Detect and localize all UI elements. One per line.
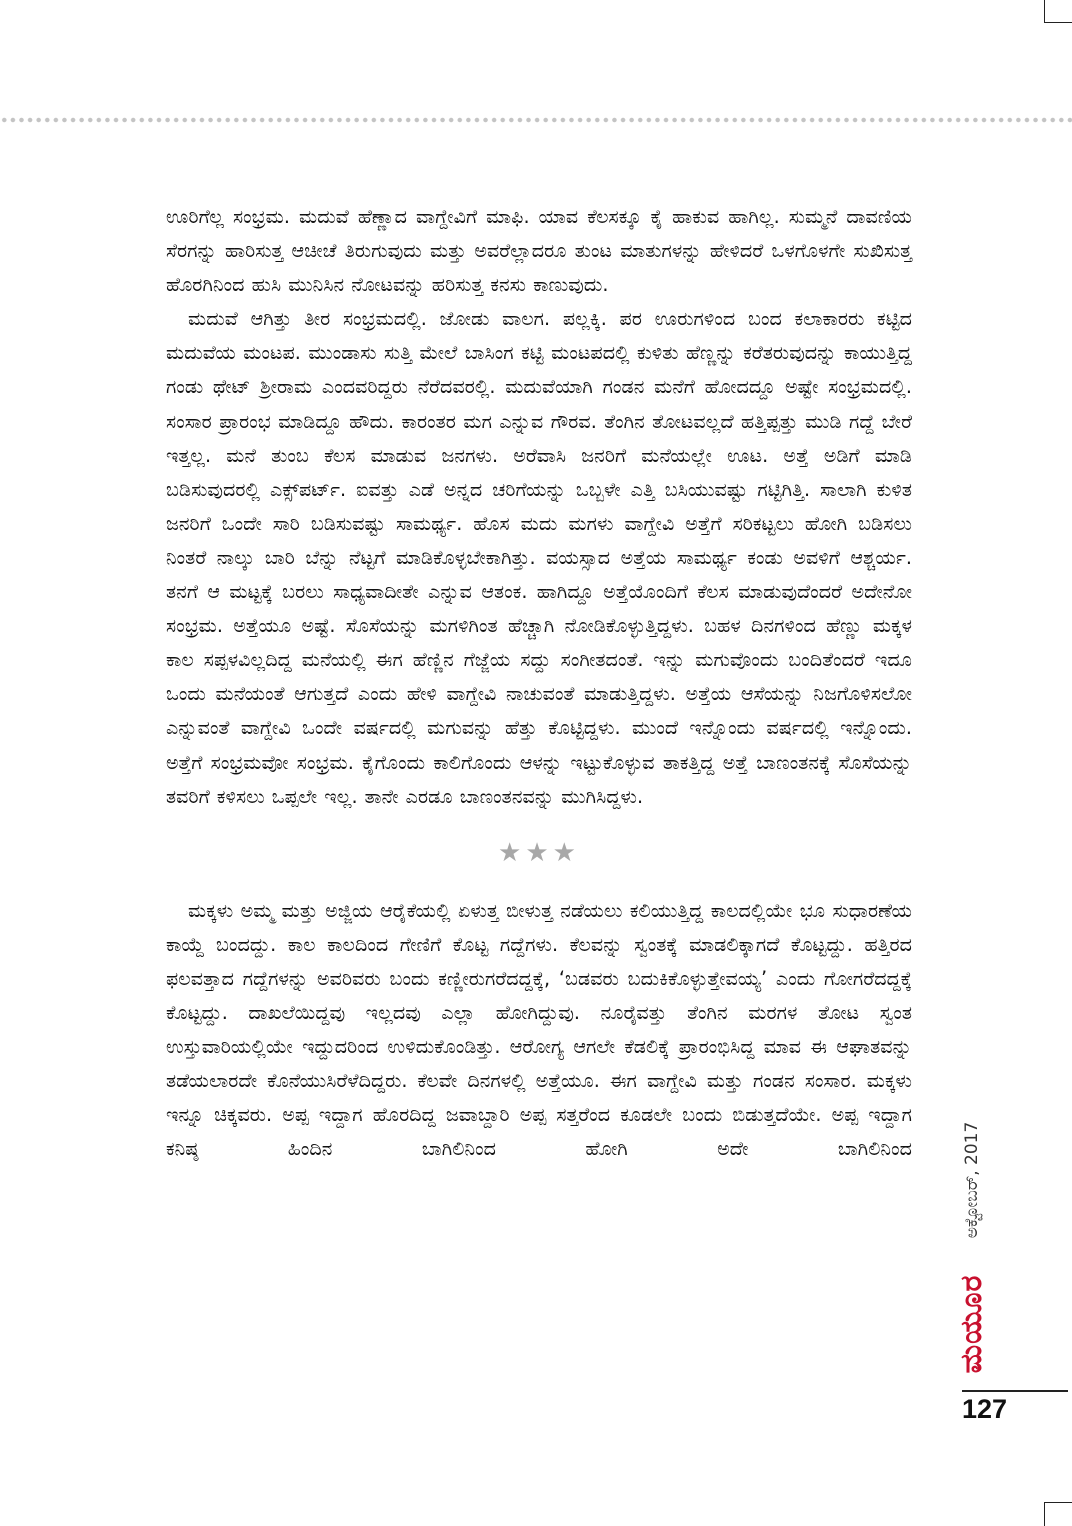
crop-mark-top-right xyxy=(1044,0,1072,23)
issue-date: ಅಕ್ಟೋಬರ್, 2017 xyxy=(962,1121,982,1239)
paragraph-2: ಮದುವೆ ಆಗಿತ್ತು ತೀರ ಸಂಭ್ರಮದಲ್ಲಿ. ಜೋಡು ವಾಲಗ. ಪಲ್ಲಕ್ಕಿ. ಪರ ಊರುಗಳಿಂದ ಬಂದ ಕಲಾಕಾರರು ಕಟ್ಟಿದ ಮದುವೆಯ ಮಂಟಪ. ಮುಂಡಾಸು ಸುತ್ತಿ ಮೇಲೆ ಬಾಸಿಂಗ ಕಟ್ಟಿ ಮಂಟಪದಲ್ಲಿ ಕುಳಿತು ಹೆಣ್ಣನ್ನು ಕರೆತರುವುದನ್ನು ಕಾಯುತ್ತಿದ್ದ ಗಂಡು ಥೇಟ್ ಶ್ರೀರಾಮ ಎಂದವರಿದ್ದರು ನೆರೆದವರಲ್ಲಿ. ಮದುವೆಯಾಗಿ ಗಂಡನ ಮನೆಗೆ ಹೋದದ್ದೂ ಅಷ್ಟೇ ಸಂಭ್ರಮದಲ್ಲಿ. ಸಂಸಾರ ಪ್ರಾರಂಭ ಮಾಡಿದ್ದೂ ಹೌದು. ಕಾರಂತರ ಮಗ ಎನ್ನುವ ಗೌರವ. ತೆಂಗಿನ ತೋಟವಲ್ಲದೆ ಹತ್ತಿಪ್ಪತ್ತು ಮುಡಿ ಗದ್ದೆ ಬೇರೆ ಇತ್ತಲ್ಲ. ಮನೆ ತುಂಬ ಕೆಲಸ ಮಾಡುವ ಜನಗಳು. ಅರೆವಾಸಿ ಜನರಿಗೆ ಮನೆಯಲ್ಲೇ ಊಟ. ಅತ್ತೆ ಅಡಿಗೆ ಮಾಡಿ ಬಡಿಸುವುದರಲ್ಲಿ ಎಕ್ಸ್‌ಪರ್ಟ್. ಐವತ್ತು ಎಡೆ ಅನ್ನದ ಚರಿಗೆಯನ್ನು ಒಬ್ಬಳೇ ಎತ್ತಿ ಬಸಿಯುವಷ್ಟು ಗಟ್ಟಿಗಿತ್ತಿ. ಸಾಲಾಗಿ ಕುಳಿತ ಜನರಿಗೆ ಒಂದೇ ಸಾರಿ ಬಡಿಸುವಷ್ಟು ಸಾಮರ್ಥ್ಯ. ಹೊಸ ಮದು ಮಗಳು ವಾಗ್ದೇವಿ ಅತ್ತೆಗೆ ಸರಿಕಟ್ಟಲು ಹೋಗಿ ಬಡಿಸಲು ನಿಂತರೆ ನಾಲ್ಕು ಬಾರಿ ಬೆನ್ನು ನೆಟ್ಟಗೆ ಮಾಡಿಕೊಳ್ಳಬೇಕಾಗಿತ್ತು. ವಯಸ್ಸಾದ ಅತ್ತೆಯ ಸಾಮರ್ಥ್ಯ ಕಂಡು ಅವಳಿಗೆ ಆಶ್ಚರ್ಯ. ತನಗೆ ಆ ಮಟ್ಟಕ್ಕೆ ಬರಲು ಸಾಧ್ಯವಾದೀತೇ ಎನ್ನುವ ಆತಂಕ. ಹಾಗಿದ್ದೂ ಅತ್ತೆಯೊಂದಿಗೆ ಕೆಲಸ ಮಾಡುವುದೆಂದರೆ ಅದೇನೋ ಸಂಭ್ರಮ. ಅತ್ತೆಯೂ ಅಷ್ಟೆ. ಸೊಸೆಯನ್ನು ಮಗಳಿಗಿಂತ ಹೆಚ್ಚಾಗಿ ನೋಡಿಕೊಳ್ಳುತ್ತಿದ್ದಳು. ಬಹಳ ದಿನಗಳಿಂದ ಹೆಣ್ಣು ಮಕ್ಕಳ ಕಾಲ ಸಪ್ಪಳವಿಲ್ಲದಿದ್ದ ಮನೆಯಲ್ಲಿ ಈಗ ಹೆಣ್ಣಿನ ಗೆಜ್ಜೆಯ ಸದ್ದು ಸಂಗೀತದಂತೆ. ಇನ್ನು ಮಗುವೊಂದು ಬಂದಿತೆಂದರೆ ಇದೂ ಒಂದು ಮನೆಯಂತೆ ಆಗುತ್ತದೆ ಎಂದು ಹೇಳಿ ವಾಗ್ದೇವಿ ನಾಚುವಂತೆ ಮಾಡುತ್ತಿದ್ದಳು. ಅತ್ತೆಯ ಆಸೆಯನ್ನು ನಿಜಗೊಳಿಸಲೋ ಎನ್ನುವಂತೆ ವಾಗ್ದೇವಿ ಒಂದೇ ವರ್ಷದಲ್ಲಿ ಮಗುವನ್ನು ಹೆತ್ತು ಕೊಟ್ಟಿದ್ದಳು. ಮುಂದೆ ಇನ್ನೊಂದು ವರ್ಷದಲ್ಲಿ ಇನ್ನೊಂದು. ಅತ್ತೆಗೆ ಸಂಭ್ರಮವೋ ಸಂಭ್ರಮ. ಕೈಗೊಂದು ಕಾಲಿಗೊಂದು ಆಳನ್ನು ಇಟ್ಟುಕೊಳ್ಳುವ ತಾಕತ್ತಿದ್ದ ಅತ್ತೆ ಬಾಣಂತನಕ್ಕೆ ಸೊಸೆಯನ್ನು ತವರಿಗೆ ಕಳಿಸಲು ಒಪ್ಪಲೇ ಇಲ್ಲ. ತಾನೇ ಎರಡೂ ಬಾಣಂತನವನ್ನು ಮುಗಿಸಿದ್ದಳು. xyxy=(166,307,912,808)
crop-mark-bottom-right xyxy=(1044,1502,1072,1526)
page-number-rule xyxy=(962,1390,1068,1392)
section-separator: ★★★ xyxy=(498,837,580,868)
magazine-sidebar xyxy=(952,1080,992,1380)
page-number: 127 xyxy=(962,1394,1008,1424)
paragraph-3: ಮಕ್ಕಳು ಅಮ್ಮ ಮತ್ತು ಅಜ್ಜಿಯ ಆರೈಕೆಯಲ್ಲಿ ಏಳುತ್ತ ಬೀಳುತ್ತ ನಡೆಯಲು ಕಲಿಯುತ್ತಿದ್ದ ಕಾಲದಲ್ಲಿಯೇ ಭೂ ಸುಧಾರಣೆಯ ಕಾಯ್ದೆ ಬಂದದ್ದು. ಕಾಲ ಕಾಲದಿಂದ ಗೇಣಿಗೆ ಕೊಟ್ಟ ಗದ್ದೆಗಳು. ಕೆಲವನ್ನು ಸ್ವಂತಕ್ಕೆ ಮಾಡಲಿಕ್ಕಾಗದೆ ಕೊಟ್ಟದ್ದು. ಹತ್ತಿರದ ಫಲವತ್ತಾದ ಗದ್ದೆಗಳನ್ನು ಅವರಿವರು ಬಂದು ಕಣ್ಣೀರುಗರೆದದ್ದಕ್ಕೆ, ‘ಬಡವರು ಬದುಕಿಕೊಳ್ಳುತ್ತೇವಯ್ಯ’ ಎಂದು ಗೋಗರೆದದ್ದಕ್ಕೆ ಕೊಟ್ಟದ್ದು. ದಾಖಲೆಯಿದ್ದವು ಇಲ್ಲದವು ಎಲ್ಲಾ ಹೋಗಿದ್ದುವು. ನೂರೈವತ್ತು ತೆಂಗಿನ ಮರಗಳ ತೋಟ ಸ್ವಂತ ಉಸ್ತುವಾರಿಯಲ್ಲಿಯೇ ಇದ್ದುದರಿಂದ ಉಳಿದುಕೊಂಡಿತ್ತು. ಆರೋಗ್ಯ ಆಗಲೇ ಕೆಡಲಿಕ್ಕೆ ಪ್ರಾರಂಭಿಸಿದ್ದ ಮಾವ ಈ ಆಘಾತವನ್ನು ತಡೆಯಲಾರದೇ ಕೊನೆಯುಸಿರೆಳೆದಿದ್ದರು. ಕೆಲವೇ ದಿನಗಳಲ್ಲಿ ಅತ್ತೆಯೂ. ಈಗ ವಾಗ್ದೇವಿ ಮತ್ತು ಗಂಡನ ಸಂಸಾರ. ಮಕ್ಕಳು ಇನ್ನೂ ಚಿಕ್ಕವರು. ಅಪ್ಪ ಇದ್ದಾಗ ಹೊರದಿದ್ದ ಜವಾಬ್ದಾರಿ ಅಪ್ಪ ಸತ್ತರೆಂದ ಕೂಡಲೇ ಬಂದು ಬಿಡುತ್ತದೆಯೇ. ಅಪ್ಪ ಇದ್ದಾಗ ಕನಿಷ್ಠ ಹಿಂದಿನ ಬಾಗಿಲಿನಿಂದ ಹೋಗಿ ಅದೇ ಬಾಗಿಲಿನಿಂದ xyxy=(166,898,912,1161)
article-body xyxy=(166,200,912,1166)
magazine-logo: ಮಯೂರ xyxy=(954,1274,989,1374)
dotted-header-rule xyxy=(0,117,1072,123)
paragraph-1: ಊರಿಗೆಲ್ಲ ಸಂಭ್ರಮ. ಮದುವೆ ಹೆಣ್ಣಾದ ವಾಗ್ದೇವಿಗೆ ಮಾಫಿ. ಯಾವ ಕೆಲಸಕ್ಕೂ ಕೈ ಹಾಕುವ ಹಾಗಿಲ್ಲ. ಸುಮ್ಮನೆ ದಾವಣಿಯ ಸೆರಗನ್ನು ಹಾರಿಸುತ್ತ ಆಚೀಚೆ ತಿರುಗುವುದು ಮತ್ತು ಅವರೆಲ್ಲಾದರೂ ತುಂಟ ಮಾತುಗಳನ್ನು ಹೇಳಿದರೆ ಒಳಗೊಳಗೇ ಸುಖಿಸುತ್ತ ಹೊರಗಿನಿಂದ ಹುಸಿ ಮುನಿಸಿನ ನೋಟವನ್ನು ಹರಿಸುತ್ತ ಕನಸು ಕಾಣುವುದು. xyxy=(166,205,912,297)
